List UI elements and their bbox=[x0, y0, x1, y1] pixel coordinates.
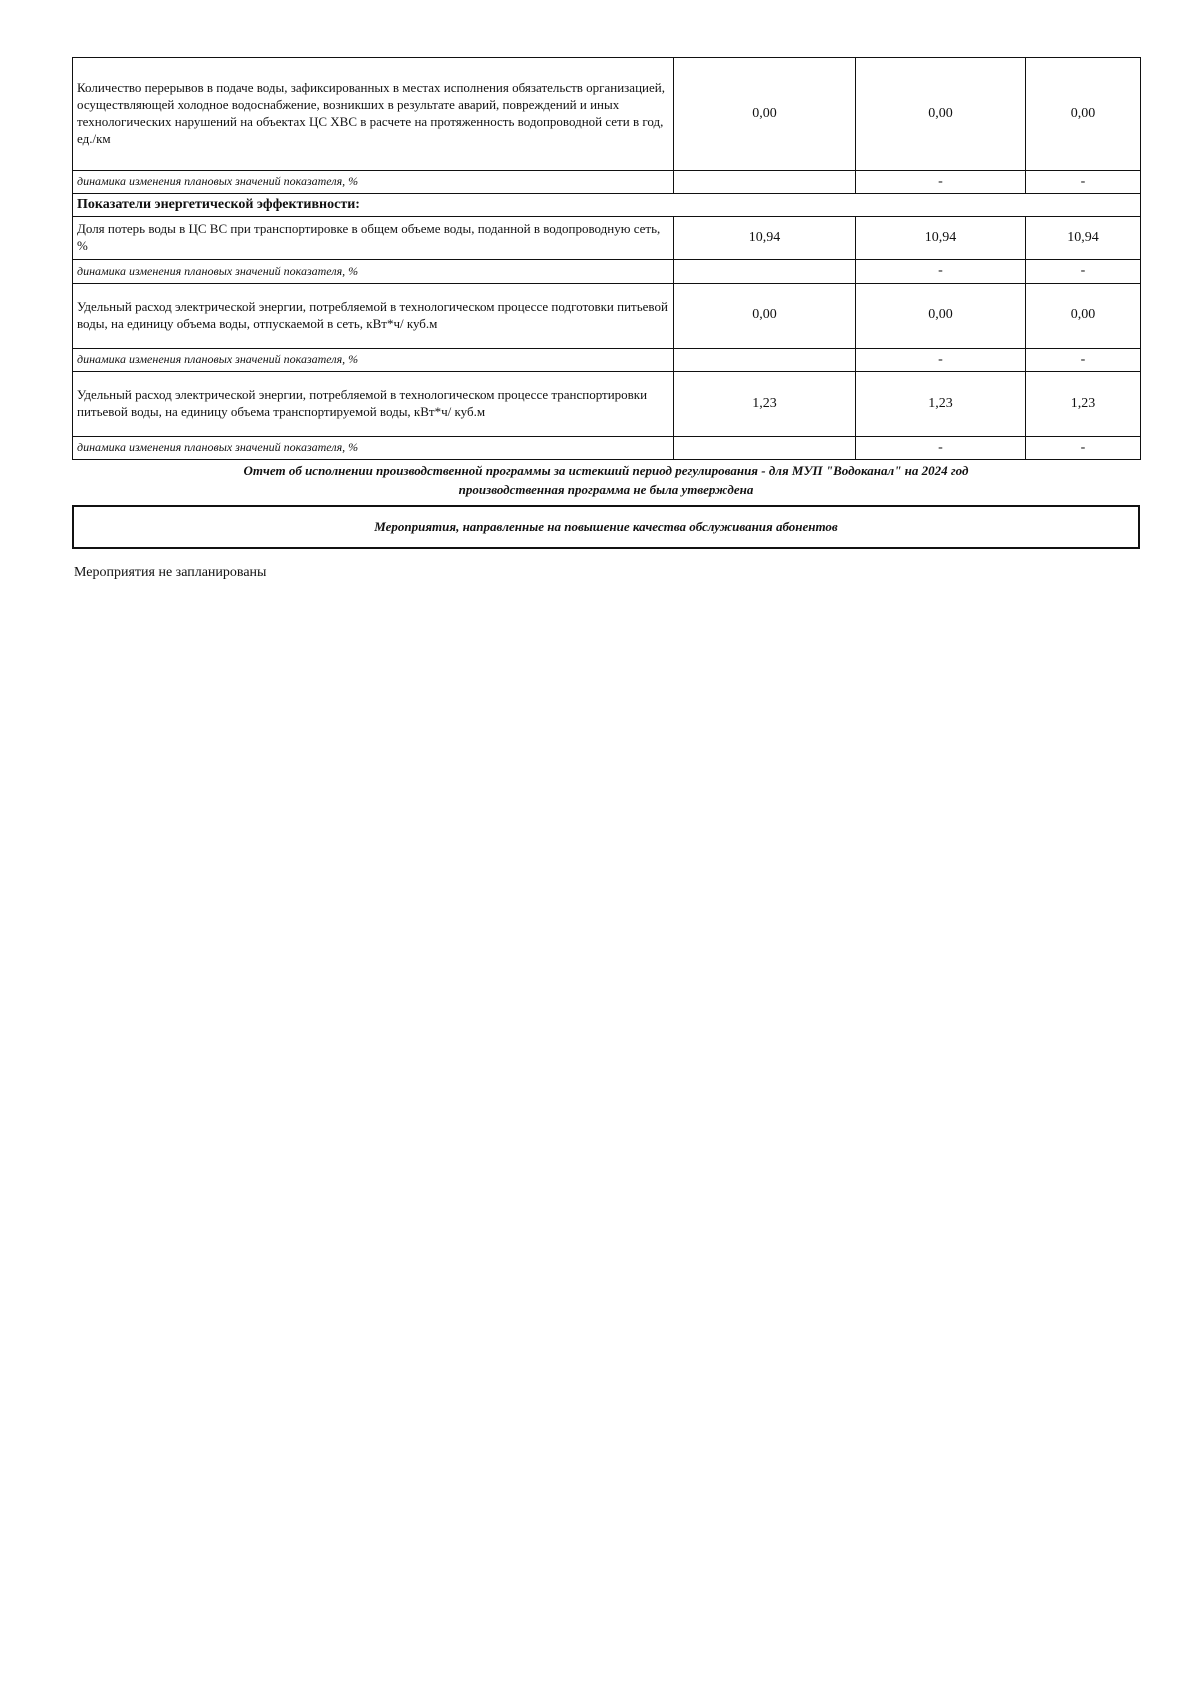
indicator-label: Доля потерь воды в ЦС ВС при транспортировке в общем объеме воды, поданной в водопроводную сеть, % bbox=[73, 217, 674, 260]
dynamics-value: - bbox=[856, 171, 1026, 194]
report-note-line-1: Отчет об исполнении производственной программы за истекший период регулирования - для МУП "Водоканал" на 2024 год bbox=[243, 463, 969, 478]
dynamics-value: - bbox=[1026, 436, 1141, 459]
dynamics-label: динамика изменения плановых значений показателя, % bbox=[73, 348, 674, 371]
dynamics-value bbox=[674, 348, 856, 371]
table-row-dynamics bbox=[73, 436, 1141, 459]
measures-text: Мероприятия не запланированы bbox=[74, 565, 267, 580]
dynamics-value: - bbox=[1026, 260, 1141, 283]
table-row-energy-preparation bbox=[73, 283, 1141, 348]
indicator-value: 10,94 bbox=[1026, 217, 1141, 260]
report-note bbox=[72, 462, 1140, 500]
dynamics-value bbox=[674, 260, 856, 283]
table-row-energy-transport bbox=[73, 371, 1141, 436]
indicators-table bbox=[72, 57, 1141, 460]
section-heading: Показатели энергетической эффективности: bbox=[73, 194, 1141, 217]
measures-heading-box bbox=[72, 505, 1140, 549]
indicator-value: 0,00 bbox=[1026, 283, 1141, 348]
report-note-line-2: производственная программа не была утверждена bbox=[458, 481, 754, 497]
indicator-value: 0,00 bbox=[856, 58, 1026, 171]
dynamics-label: динамика изменения плановых значений показателя, % bbox=[73, 260, 674, 283]
table-row-section bbox=[73, 194, 1141, 217]
indicator-value: 0,00 bbox=[856, 283, 1026, 348]
table-row-water-loss bbox=[73, 217, 1141, 260]
table-row-interruptions bbox=[73, 58, 1141, 171]
dynamics-value: - bbox=[856, 260, 1026, 283]
indicator-label: Удельный расход электрической энергии, потребляемой в технологическом процессе транспортировки питьевой воды, на единицу объема транспортируемой воды, кВт*ч/ куб.м bbox=[73, 371, 674, 436]
dynamics-value: - bbox=[856, 436, 1026, 459]
table-row-dynamics bbox=[73, 171, 1141, 194]
dynamics-value bbox=[674, 171, 856, 194]
indicator-value: 1,23 bbox=[674, 371, 856, 436]
indicator-label: Удельный расход электрической энергии, потребляемой в технологическом процессе подготовки питьевой воды, на единицу объема воды, отпускаемой в сеть, кВт*ч/ куб.м bbox=[73, 283, 674, 348]
dynamics-label: динамика изменения плановых значений показателя, % bbox=[73, 171, 674, 194]
indicator-label: Количество перерывов в подаче воды, зафиксированных в местах исполнения обязательств организацией, осуществляющей холодное водоснабжение, возникших в результате аварий, повреждений и иных технологических нарушений на объектах ЦС ХВС в расчете на протяженность водопроводной сети в год, ед./км bbox=[73, 58, 674, 171]
indicator-value: 1,23 bbox=[1026, 371, 1141, 436]
dynamics-value: - bbox=[856, 348, 1026, 371]
indicator-value: 0,00 bbox=[674, 283, 856, 348]
measures-heading: Мероприятия, направленные на повышение качества обслуживания абонентов bbox=[374, 519, 838, 534]
indicator-value: 10,94 bbox=[674, 217, 856, 260]
indicator-value: 10,94 bbox=[856, 217, 1026, 260]
table-row-dynamics bbox=[73, 260, 1141, 283]
indicator-value: 0,00 bbox=[1026, 58, 1141, 171]
indicator-value: 0,00 bbox=[674, 58, 856, 171]
dynamics-value: - bbox=[1026, 348, 1141, 371]
dynamics-value: - bbox=[1026, 171, 1141, 194]
indicator-value: 1,23 bbox=[856, 371, 1026, 436]
table-row-dynamics bbox=[73, 348, 1141, 371]
dynamics-label: динамика изменения плановых значений показателя, % bbox=[73, 436, 674, 459]
dynamics-value bbox=[674, 436, 856, 459]
